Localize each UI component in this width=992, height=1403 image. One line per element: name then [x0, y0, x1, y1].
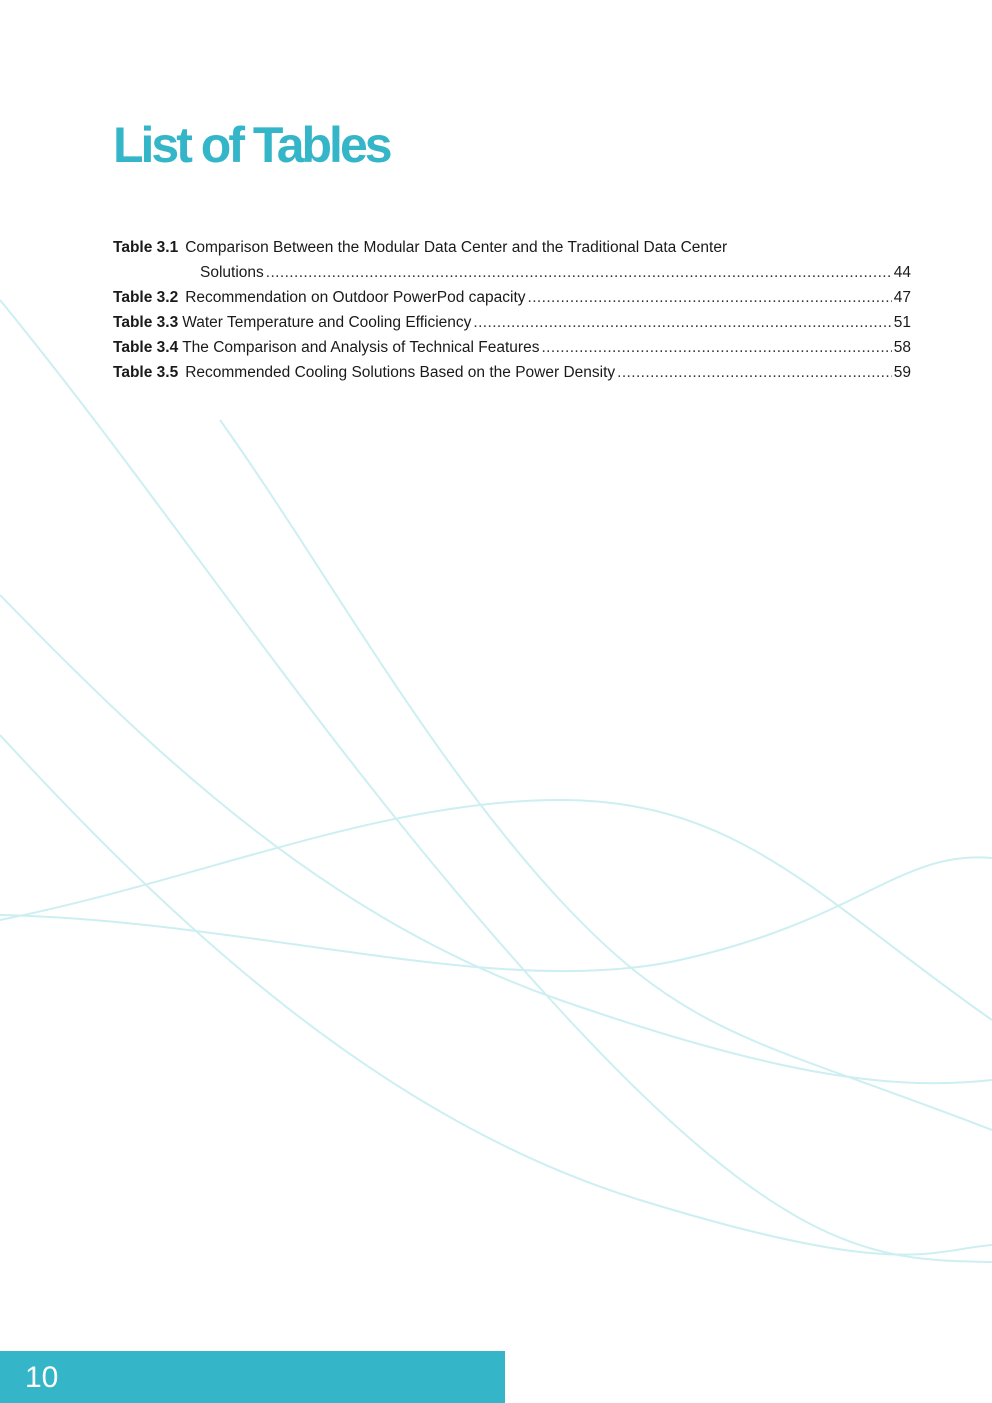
table-label: Table 3.3 — [113, 314, 179, 331]
table-title-continuation: Solutions — [200, 264, 264, 281]
page-ref: 47 — [893, 289, 911, 306]
footer-bar — [0, 1351, 505, 1403]
table-title: Recommendation on Outdoor PowerPod capacity — [185, 289, 526, 306]
table-title: The Comparison and Analysis of Technical Features — [182, 339, 540, 356]
page-ref: 51 — [893, 314, 911, 331]
toc-entry-table-3-1[interactable] — [113, 235, 911, 285]
table-label: Table 3.1 — [113, 239, 179, 256]
table-title: Comparison Between the Modular Data Center and the Traditional Data Center — [185, 239, 728, 256]
dot-leader — [473, 310, 891, 335]
page-title: List of Tables — [113, 117, 390, 173]
page-ref: 59 — [893, 364, 911, 381]
page-number: 10 — [25, 1361, 59, 1394]
toc-entry-table-3-4[interactable] — [113, 335, 911, 360]
page-ref: 58 — [893, 339, 911, 356]
table-label: Table 3.4 — [113, 339, 179, 356]
table-title: Water Temperature and Cooling Efficiency — [182, 314, 472, 331]
toc-entry-table-3-3[interactable] — [113, 310, 911, 335]
page-ref: 44 — [893, 264, 911, 281]
toc-entry-table-3-5[interactable] — [113, 360, 911, 385]
list-of-tables — [113, 235, 911, 385]
dot-leader — [617, 360, 892, 385]
toc-entry-table-3-2[interactable] — [113, 285, 911, 310]
dot-leader — [528, 285, 892, 310]
table-label: Table 3.5 — [113, 364, 179, 381]
dot-leader — [541, 335, 891, 360]
dot-leader — [266, 260, 892, 285]
table-title: Recommended Cooling Solutions Based on the Power Density — [185, 364, 616, 381]
table-label: Table 3.2 — [113, 289, 179, 306]
